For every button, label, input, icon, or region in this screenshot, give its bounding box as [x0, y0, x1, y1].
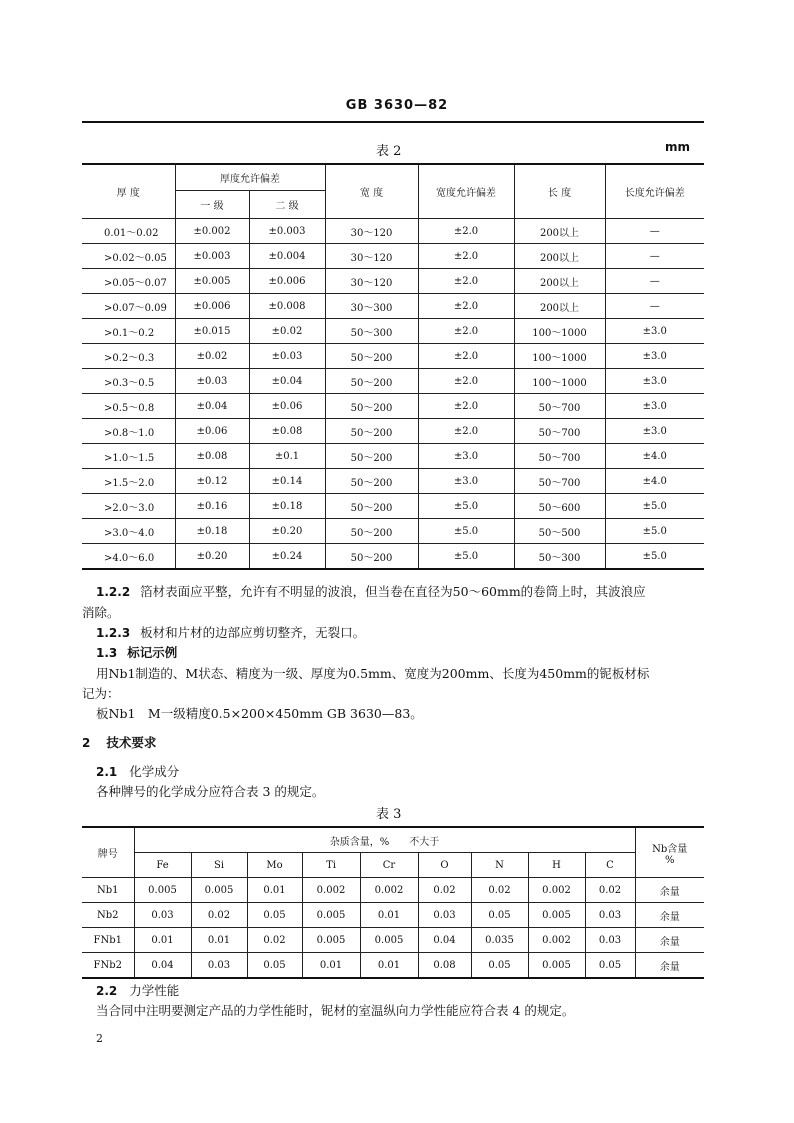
table3-cell: 余量 — [635, 928, 704, 953]
table2-cell: 30～120 — [325, 244, 418, 269]
section-number: 2.2 — [96, 984, 118, 998]
table2-cell: ±2.0 — [418, 394, 514, 419]
table2-cell: 100～1000 — [514, 369, 605, 394]
table2-cell: 200以上 — [514, 294, 605, 319]
table3-cell: 0.02 — [418, 878, 471, 903]
table2-cell: ±0.04 — [175, 394, 249, 419]
table3 — [82, 826, 704, 979]
table2-cell: 50～200 — [325, 494, 418, 519]
table2-cell: >0.2～0.3 — [82, 344, 175, 369]
table2-header-thickness: 厚 度 — [82, 164, 175, 219]
table2-cell: ±5.0 — [418, 494, 514, 519]
table2-header-width: 宽 度 — [325, 164, 418, 219]
header-rule — [82, 121, 704, 123]
table3-header-nb — [635, 827, 704, 878]
table3-cell: 0.005 — [302, 903, 360, 928]
nb-header-line2: % — [664, 854, 675, 866]
table3-cell: 0.002 — [302, 878, 360, 903]
table3-cell: Nb1 — [82, 878, 134, 903]
table2-caption: 表 2 — [376, 144, 402, 159]
section-1-2-2 — [96, 582, 646, 602]
table3-cell: 0.05 — [471, 903, 528, 928]
table2-cell: ±0.18 — [249, 494, 325, 519]
table2-cell: ±3.0 — [418, 444, 514, 469]
page-number: 2 — [96, 1032, 103, 1045]
table3-cell: 0.002 — [528, 878, 585, 903]
document-standard-header: GB 3630—82 — [345, 98, 449, 113]
section-2-2-text: 当合同中注明要测定产品的力学性能时，铌材的室温纵向力学性能应符合表 4 的规定。 — [96, 1003, 575, 1018]
table3-cell: 0.005 — [134, 878, 191, 903]
table2-cell: ±0.008 — [249, 294, 325, 319]
table2-cell: ±0.002 — [175, 219, 249, 244]
table3-cell: 0.01 — [191, 928, 247, 953]
table2-cell: ±0.03 — [175, 369, 249, 394]
table2-cell: 100～1000 — [514, 344, 605, 369]
table2-cell: ±0.20 — [175, 544, 249, 570]
table3-header-element: Cr — [360, 853, 418, 878]
table2-row — [82, 469, 704, 494]
table3-cell: 0.03 — [585, 928, 635, 953]
table2-cell: ±3.0 — [605, 369, 704, 394]
table3-cell: 0.01 — [247, 878, 302, 903]
table2-cell: 50～700 — [514, 444, 605, 469]
table2-header-grade1: 一 级 — [175, 191, 249, 219]
table2-cell: 0.01～0.02 — [82, 219, 175, 244]
table2-cell: >3.0～4.0 — [82, 519, 175, 544]
table3-cell: 0.01 — [360, 953, 418, 979]
table2-cell: ±0.16 — [175, 494, 249, 519]
table2-cell: 50～200 — [325, 344, 418, 369]
table2-cell: ±2.0 — [418, 344, 514, 369]
table2-header-width-tolerance: 宽度允许偏差 — [418, 164, 514, 219]
table2-cell: 50～700 — [514, 394, 605, 419]
table2-row — [82, 219, 704, 244]
table3-header-grade: 牌号 — [82, 827, 134, 878]
table2-cell: — — [605, 244, 704, 269]
table3-cell: 0.02 — [191, 903, 247, 928]
table2-cell: ±0.015 — [175, 319, 249, 344]
marking-example: 板Nb1 M一级精度0.5×200×450mm GB 3630—83。 — [96, 706, 423, 721]
table3-cell: 0.03 — [585, 903, 635, 928]
table2-cell: ±0.08 — [175, 444, 249, 469]
table3-cell: 0.03 — [418, 903, 471, 928]
table2-row — [82, 494, 704, 519]
table3-row — [82, 928, 704, 953]
table2-cell: ±0.003 — [249, 219, 325, 244]
table2-row — [82, 544, 704, 570]
section-1-3-line2: 记为： — [82, 686, 120, 701]
table2-row — [82, 244, 704, 269]
table2-cell: ±0.08 — [249, 419, 325, 444]
table3-cell: 0.01 — [302, 953, 360, 979]
table3-cell: 0.002 — [528, 928, 585, 953]
table2-cell: 50～200 — [325, 444, 418, 469]
table2-cell: ±3.0 — [605, 419, 704, 444]
table2-cell: >1.5～2.0 — [82, 469, 175, 494]
table2-cell: >0.8～1.0 — [82, 419, 175, 444]
section-2-heading — [82, 733, 156, 753]
table2-cell: ±0.02 — [249, 319, 325, 344]
table2-cell: ±2.0 — [418, 294, 514, 319]
table2-cell: ±3.0 — [605, 319, 704, 344]
table3-header-impurity: 杂质含量，% 不大于 — [134, 827, 635, 853]
table3-cell: Nb2 — [82, 903, 134, 928]
table2-cell: 200以上 — [514, 244, 605, 269]
table2-cell: ±2.0 — [418, 219, 514, 244]
table2-cell: ±0.003 — [175, 244, 249, 269]
table2-cell: ±5.0 — [605, 494, 704, 519]
table2-cell: ±5.0 — [418, 544, 514, 570]
table3-header-element: H — [528, 853, 585, 878]
table2-cell: ±3.0 — [605, 344, 704, 369]
table2-cell: 50～200 — [325, 519, 418, 544]
table2-cell: 50～200 — [325, 469, 418, 494]
table3-cell: 0.05 — [247, 903, 302, 928]
table3-cell: 0.02 — [471, 878, 528, 903]
table3-cell: 0.005 — [302, 928, 360, 953]
table2-cell: ±0.06 — [249, 394, 325, 419]
table2-cell: — — [605, 294, 704, 319]
table2-row — [82, 269, 704, 294]
table2-row — [82, 294, 704, 319]
table2-cell: >2.0～3.0 — [82, 494, 175, 519]
table3-cell: 0.02 — [585, 878, 635, 903]
table2-cell: >0.3～0.5 — [82, 369, 175, 394]
table3-cell: 0.002 — [360, 878, 418, 903]
table3-cell: 0.01 — [134, 928, 191, 953]
table3-header-element: N — [471, 853, 528, 878]
section-number: 1.2.3 — [96, 626, 131, 640]
table2-cell: >1.0～1.5 — [82, 444, 175, 469]
table3-header-element: Mo — [247, 853, 302, 878]
table2-cell: 50～500 — [514, 519, 605, 544]
table3-header-element: Fe — [134, 853, 191, 878]
table2-row — [82, 394, 704, 419]
table3-cell: 0.01 — [360, 903, 418, 928]
section-1-3-line1: 用Nb1制造的、M状态、精度为一级、厚度为0.5mm、宽度为200mm、长度为450mm的铌板材标 — [96, 666, 650, 681]
table2-cell: 30～300 — [325, 294, 418, 319]
table2-cell: 200以上 — [514, 219, 605, 244]
section-1-2-3 — [96, 623, 365, 643]
table2-header-grade2: 二 级 — [249, 191, 325, 219]
table3-row — [82, 878, 704, 903]
table3-cell: 0.04 — [134, 953, 191, 979]
table3-cell: 余量 — [635, 878, 704, 903]
table2-cell: 50～300 — [325, 319, 418, 344]
table3-header-element: C — [585, 853, 635, 878]
table2-cell: ±0.1 — [249, 444, 325, 469]
table3-cell: 0.02 — [247, 928, 302, 953]
table2-cell: ±0.12 — [175, 469, 249, 494]
table2-cell: ±2.0 — [418, 319, 514, 344]
section-number: 2.1 — [96, 765, 118, 779]
table3-cell: 0.005 — [360, 928, 418, 953]
table3-cell: 0.005 — [191, 878, 247, 903]
table3-cell: 0.005 — [528, 953, 585, 979]
section-title: 力学性能 — [129, 983, 180, 998]
table2-cell: ±0.18 — [175, 519, 249, 544]
table2-cell: >0.05～0.07 — [82, 269, 175, 294]
table2-cell: ±4.0 — [605, 469, 704, 494]
table2-cell: 50～200 — [325, 419, 418, 444]
section-1-2-2-cont: 消除。 — [82, 605, 120, 620]
table2-cell: ±5.0 — [418, 519, 514, 544]
table2-cell: >0.5～0.8 — [82, 394, 175, 419]
table3-header-element: Si — [191, 853, 247, 878]
table3-cell: 0.03 — [191, 953, 247, 979]
table2-cell: ±2.0 — [418, 369, 514, 394]
table2-cell: 100～1000 — [514, 319, 605, 344]
table2-cell: >0.1～0.2 — [82, 319, 175, 344]
table2-cell: ±0.006 — [249, 269, 325, 294]
table2-row — [82, 519, 704, 544]
section-2-2-heading — [96, 981, 179, 1001]
table2-header-length: 长 度 — [514, 164, 605, 219]
table3-cell: 0.03 — [134, 903, 191, 928]
table2-cell: ±0.20 — [249, 519, 325, 544]
table2-cell: ±5.0 — [605, 519, 704, 544]
table2-cell: — — [605, 219, 704, 244]
section-2-1-heading — [96, 762, 179, 782]
table2-cell: ±3.0 — [418, 469, 514, 494]
table2-row — [82, 344, 704, 369]
table2-cell: >0.02～0.05 — [82, 244, 175, 269]
table2 — [82, 163, 704, 570]
table2-row — [82, 319, 704, 344]
table2-cell: 50～200 — [325, 369, 418, 394]
section-title: 技术要求 — [106, 735, 157, 750]
section-2-1-text: 各种牌号的化学成分应符合表 3 的规定。 — [96, 784, 325, 799]
section-title: 标记示例 — [127, 645, 178, 660]
table2-cell: ±0.005 — [175, 269, 249, 294]
table2-cell: ±2.0 — [418, 269, 514, 294]
table2-header-length-tolerance: 长度允许偏差 — [605, 164, 704, 219]
section-number: 2 — [82, 736, 91, 750]
table2-cell: 50～300 — [514, 544, 605, 570]
table3-cell: 0.035 — [471, 928, 528, 953]
table2-row — [82, 369, 704, 394]
table2-cell: ±2.0 — [418, 419, 514, 444]
table3-cell: 0.05 — [471, 953, 528, 979]
table3-cell: 余量 — [635, 903, 704, 928]
section-number: 1.2.2 — [96, 585, 131, 599]
section-title: 化学成分 — [129, 764, 180, 779]
table2-cell: 50～700 — [514, 469, 605, 494]
table2-unit: mm — [665, 140, 691, 154]
section-number: 1.3 — [96, 646, 118, 660]
table2-cell: 50～600 — [514, 494, 605, 519]
table3-cell: 余量 — [635, 953, 704, 979]
table2-cell: 50～200 — [325, 544, 418, 570]
table2-cell: ±2.0 — [418, 244, 514, 269]
table3-header-element: O — [418, 853, 471, 878]
section-text: 箔材表面应平整，允许有不明显的波浪，但当卷在直径为50～60mm的卷筒上时，其波浪应 — [140, 584, 646, 599]
table2-cell: 30～120 — [325, 269, 418, 294]
table2-row — [82, 444, 704, 469]
table3-cell: 0.005 — [528, 903, 585, 928]
table2-cell: >0.07～0.09 — [82, 294, 175, 319]
table2-cell: ±0.004 — [249, 244, 325, 269]
table2-cell: 30～120 — [325, 219, 418, 244]
table2-cell: ±0.14 — [249, 469, 325, 494]
table2-cell: 50～200 — [325, 394, 418, 419]
table3-cell: 0.08 — [418, 953, 471, 979]
table2-cell: ±0.24 — [249, 544, 325, 570]
section-1-3-heading — [96, 643, 177, 663]
table2-cell: ±0.04 — [249, 369, 325, 394]
table2-cell: ±5.0 — [605, 544, 704, 570]
table3-header-element: Ti — [302, 853, 360, 878]
table2-cell: — — [605, 269, 704, 294]
table3-caption: 表 3 — [376, 807, 402, 822]
table2-cell: ±0.006 — [175, 294, 249, 319]
nb-header-line1: Nb含量 — [652, 843, 688, 855]
table3-cell: 0.04 — [418, 928, 471, 953]
table3-row — [82, 953, 704, 979]
table2-header-thickness-tolerance: 厚度允许偏差 — [175, 164, 325, 191]
table2-cell: ±0.03 — [249, 344, 325, 369]
table2-cell: ±3.0 — [605, 394, 704, 419]
table3-cell: FNb2 — [82, 953, 134, 979]
table2-cell: ±4.0 — [605, 444, 704, 469]
table2-cell: 50～700 — [514, 419, 605, 444]
table2-cell: ±0.06 — [175, 419, 249, 444]
table2-cell: ±0.02 — [175, 344, 249, 369]
table2-cell: 200以上 — [514, 269, 605, 294]
table3-cell: 0.05 — [247, 953, 302, 979]
table3-cell: 0.05 — [585, 953, 635, 979]
table3-row — [82, 903, 704, 928]
section-text: 板材和片材的边部应剪切整齐，无裂口。 — [140, 625, 366, 640]
table3-cell: FNb1 — [82, 928, 134, 953]
table2-row — [82, 419, 704, 444]
table2-cell: >4.0～6.0 — [82, 544, 175, 570]
